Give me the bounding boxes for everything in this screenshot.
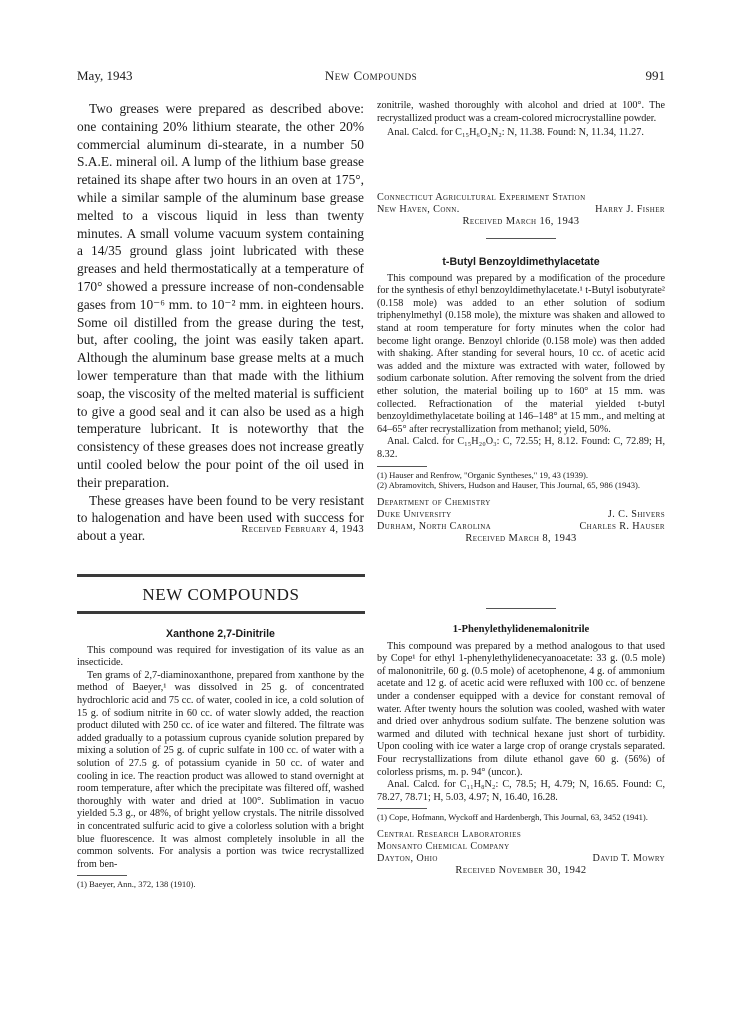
butyl-entry [377, 256, 665, 545]
butyl-paragraph-1: This compound was prepared by a modification of the procedure for the synthesis of ethyl benzoyldimethylacetate.¹ t-Butyl isobutyrate² (0.158 mole) was added to an ether solution of sodium triphenylmethyl (0.158 mole), the mixture was shaken and allowed to stand at room temperature for forty minutes when the color had become light orange. Benzoyl chloride (0.158 mole) was then added with shaking. After standing for several hours, 10 cc. of acetic acid was added and the mixture was extracted with water, followed by sodium carbonate solution. After removing the solvent from the dried ether solution, the material boiling up to 160° at 15 mm. was collected. Refractionation of the material yielded t-butyl benzoyldimethylacetate boiling at 146–148° at 15 mm., and melting at 64–65° after recrystallization from methanol; yield, 50%. [377, 272, 665, 435]
section-rule-top [77, 574, 365, 577]
xanthone-author: Harry J. Fisher [595, 204, 665, 215]
phenyl-city: Dayton, Ohio [377, 853, 438, 865]
butyl-footnote-rule [377, 466, 427, 467]
greases-paragraph-1: Two greases were prepared as described above: one containing 20% lithium stearate, the other 20% commercial aluminum di-stearate, in a number 50 S.A.E. mineral oil. A lump of the lithium base grease retained its shape after two hours in an oven at 175°, while a similar sample of the aluminum base grease melted to a viscous liquid in less than twenty minutes. A small volume vacuum system containing a 14/35 ground glass joint lubricated with these greases and held thermostatically at a temperature of 170° showed a pressure increase of non-condensable gases from 10⁻⁶ mm. to 10⁻² mm. in eighteen hours. Some oil distilled from the grease during the test, but, after cooling, the joint was easily taken apart. Although the aluminum base grease melts at a much lower temperature than that made with the lithium soap, the viscosity of the melted material is sufficient to give a good seal and it can also be used as a high temperature lubricant. It is noteworthy that the consistency of these greases does not increase greatly until cooled below the pour point of the oil used in their preparation. [77, 101, 364, 490]
xanthone-affiliation [377, 192, 665, 228]
xanthone-continued [377, 100, 665, 140]
butyl-department: Department of Chemistry [377, 497, 491, 509]
butyl-footnote-2: (2) Abramovitch, Shivers, Hudson and Hauser, This Journal, 65, 986 (1943). [377, 480, 641, 491]
butyl-received-date: Received March 8, 1943 [465, 533, 577, 545]
phenyl-entry [377, 624, 665, 877]
phenyl-lab: Central Research Laboratories [377, 829, 522, 841]
page-header [77, 68, 665, 86]
xanthone-continued-text: zonitrile, washed thoroughly with alcohol and dried at 100°. The recrystallized product was a cream-colored microcrystalline powder. [377, 100, 665, 124]
phenyl-footnote-rule [377, 808, 427, 809]
butyl-affiliation [377, 497, 665, 545]
butyl-university: Duke University [377, 509, 452, 521]
xanthone-analysis: Anal. Calcd. for C₁₅H₆O₂N₂: N, 11.38. Found: N, 11.34, 11.27. [387, 127, 644, 139]
phenyl-title: 1-Phenylethylidenemalonitrile [452, 624, 590, 635]
phenyl-footnote-1: (1) Cope, Hofmann, Wyckoff and Hardenbergh, This Journal, 63, 3452 (1941). [377, 812, 648, 823]
xanthone-footnote: (1) Baeyer, Ann., 372, 138 (1910). [77, 879, 196, 890]
phenyl-affiliation [377, 829, 665, 877]
butyl-title: t-Butyl Benzoyldimethylacetate [442, 256, 600, 268]
xanthone-paragraph-2: Ten grams of 2,7-diaminoxanthone, prepared from xanthone by the method of Baeyer,¹ was dissolved in 25 g. of concentrated hydrochloric acid and 75 cc. of water, cooled in ice, a cold solution of 15 g. of sodium nitrite in 60 cc. of water slowly added, the reaction product diluted with 250 cc. of ice water and filtered. The filtrate was added gradually to a potassium cuprous cyanide solution prepared by mixing a solution of 25 g. of cupric sulfate in 100 cc. of water with a solution of 27.5 g. of potassium cyanide in 50 cc. of water and cooling in ice. The reaction product was allowed to stand overnight at room temperature, after which the precipitate was filtered off, washed thoroughly with water and dried at 100°. Sublimation in vacuo yielded 5.3 g., or 48%, of bright yellow crystals. The nitrile dissolved in concentrated sulfuric acid to give a colorless solution with a bright blue fluorescence. It was almost completely insoluble in all the common solvents. For analysis a portion was twice recrystallized from ben- [77, 669, 364, 870]
xanthone-entry [77, 628, 364, 890]
greases-received-date: Received February 4, 1943 [241, 524, 364, 535]
greases-article-end [77, 100, 364, 545]
butyl-author-1: J. C. Shivers [607, 509, 665, 521]
xanthone-paragraph-1: This compound was required for investigation of its value as an insecticide. [77, 644, 364, 669]
phenyl-received-date: Received November 30, 1942 [455, 865, 587, 877]
phenyl-analysis: Anal. Calcd. for C₁₁H₈N₂: C, 78.5; H, 4.79; N, 16.65. Found: C, 78.27, 78.71; H, 5.03, 4.97; N, 16.40, 16.28. [377, 779, 665, 803]
section-rule-bottom [77, 611, 365, 614]
footnote-rule [77, 875, 127, 876]
butyl-analysis: Anal. Calcd. for C₁₅H₂₀O₃: C, 72.55; H, 8.12. Found: C, 72.89; H, 8.32. [377, 436, 665, 460]
butyl-footnote-1: (1) Hauser and Renfrow, "Organic Syntheses," 19, 43 (1939). [377, 469, 589, 480]
xanthone-institution: Connecticut Agricultural Experiment Station [377, 192, 586, 203]
header-date: May, 1943 [77, 68, 133, 83]
header-section: New Compounds [324, 68, 418, 83]
divider-2 [377, 608, 665, 609]
xanthone-city: New Haven, Conn. [377, 204, 460, 215]
butyl-city: Durham, North Carolina [377, 521, 492, 533]
section-title: NEW COMPOUNDS [142, 585, 300, 604]
greases-paragraph-2: These greases have been found to be very resistant to halogenation and have been used with success for about a year. [77, 492, 364, 544]
butyl-author-2: Charles R. Hauser [579, 521, 665, 533]
phenyl-author: David T. Mowry [592, 853, 665, 865]
divider-1 [377, 238, 665, 239]
header-page-number: 991 [645, 68, 665, 83]
phenyl-company: Monsanto Chemical Company [377, 841, 510, 853]
xanthone-title: Xanthone 2,7-Dinitrile [166, 628, 275, 640]
xanthone-received-date: Received March 16, 1943 [462, 216, 580, 227]
phenyl-paragraph-1: This compound was prepared by a method analogous to that used by Cope¹ for ethyl 1-phenylethylidenecyanoacetate: 33 g. (0.5 mole) of malononitrile, 60 g. (0.5 mole) of acetophenone, 4 g. of ammonium acetate and 12 g. of acetic acid were refluxed with 100 cc. of benzene under a condenser equipped with a device for constant removal of water. After twenty hours the solution was cooled, washed with water and dried over anhydrous sodium sulfate. The benzene solution was warmed and diluted with technical hexane just short of turbidity. Upon cooling with ice water a large crop of orange crystals separated. Four recrystallizations from dilute ethanol gave 60 g. (56%) of colorless prisms, m. p. 94° (uncor.). [377, 640, 665, 778]
